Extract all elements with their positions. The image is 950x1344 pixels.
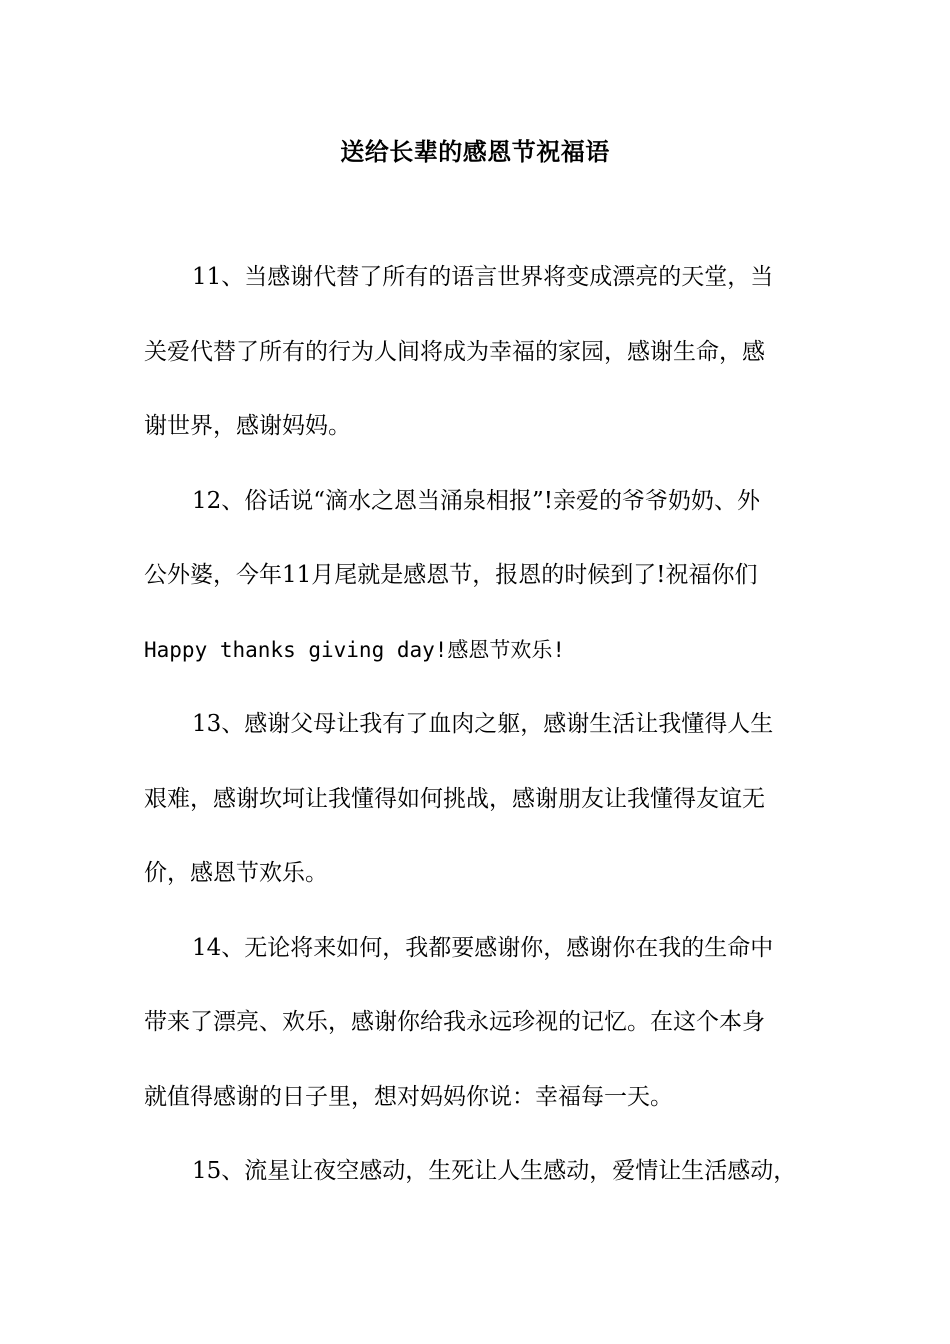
paragraph-13-line-2: 艰难，感谢坎坷让我懂得如何挑战，感谢朋友让我懂得友谊无 bbox=[144, 786, 765, 812]
paragraph-12-line-3: Happy thanks giving day!感恩节欢乐! bbox=[144, 638, 566, 662]
paragraph-13-line-1: 13、感谢父母让我有了血肉之躯，感谢生活让我懂得人生 bbox=[192, 711, 774, 737]
paragraph-15-line-1: 15、流星让夜空感动，生死让人生感动，爱情让生活感动， bbox=[192, 1158, 797, 1184]
document-title: 送给长辈的感恩节祝福语 bbox=[340, 138, 610, 166]
paragraph-14-line-2: 带来了漂亮、欢乐，感谢你给我永远珍视的记忆。在这个本身 bbox=[144, 1009, 765, 1035]
paragraph-11-line-2: 关爱代替了所有的行为人间将成为幸福的家园，感谢生命，感 bbox=[144, 339, 765, 365]
paragraph-14-line-3: 就值得感谢的日子里，想对妈妈你说：幸福每一天。 bbox=[144, 1084, 673, 1110]
paragraph-12-line-2: 公外婆，今年11月尾就是感恩节，报恩的时候到了!祝福你们 bbox=[144, 562, 758, 588]
paragraph-11-line-3: 谢世界，感谢妈妈。 bbox=[144, 413, 351, 439]
paragraph-11-line-1: 11、当感谢代替了所有的语言世界将变成漂亮的天堂，当 bbox=[192, 264, 774, 290]
paragraph-13-line-3: 价，感恩节欢乐。 bbox=[144, 860, 328, 886]
paragraph-12-line-1: 12、俗话说“滴水之恩当涌泉相报”!亲爱的爷爷奶奶、外 bbox=[192, 488, 761, 514]
paragraph-14-line-1: 14、无论将来如何，我都要感谢你，感谢你在我的生命中 bbox=[192, 935, 774, 961]
